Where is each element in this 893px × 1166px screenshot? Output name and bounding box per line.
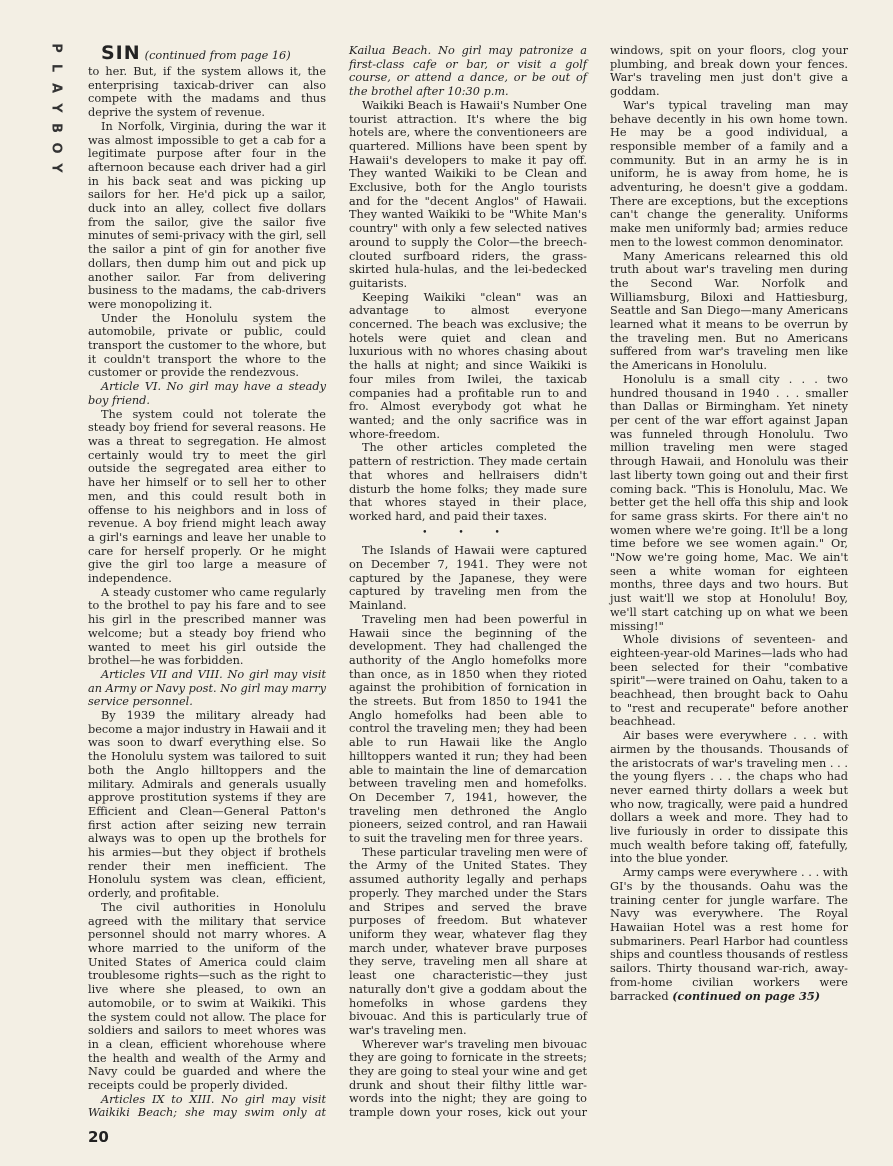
paragraph-text: • • • bbox=[422, 527, 514, 538]
paragraph bbox=[349, 291, 587, 442]
article-rule bbox=[88, 668, 326, 709]
logo-letter: B bbox=[48, 123, 64, 133]
paragraph-text: These particular traveling men were of the Army of the United States. They assumed authority legally and perhaps properly. They marched under the Stars and Stripes and served the brave purposes of freedom. But whatever uniform they wear, whatever flag they march under, whatever brave purposes they serve, traveling men all share at least one characteristic—they just naturally don't give a goddam about the homefolks in whose gardens they bivouac. And this is particularly true of war's traveling men. bbox=[349, 845, 587, 1037]
paragraph-text: Traveling men had been powerful in Hawaii since the beginning of the development. They had challenged the authority of the Anglo homefolks more than once, as in 1850 when they rioted against the prohibition of fornication in the streets. But from 1850 to 1941 the Anglo homefolks had been able to control the traveling men; they had been able to run Hawaii like the Anglo hilltoppers wanted it run; they had been able to maintain the line of demarcation between traveling men and homefolks. On December 7, 1941, however, the traveling men dethroned the Anglo pioneers, seized control, and ran Hawaii to suit the traveling men for three years. bbox=[349, 612, 587, 846]
paragraph-text: War's typical traveling man may behave decently in his own home town. He may be a good individual, a responsible member of a family and a community. But in an army he is in uniform, he is away from home, he is adventuring, he doesn't give a goddam. There are exceptions, but the exceptions can't change the generality. Uniforms make men uniformly bad; armies reduce men to the lowest common denominator. bbox=[610, 98, 848, 249]
paragraph-text: Articles VII and VIII. No girl may visit an Army or Navy post. No girl may marry service personnel. bbox=[88, 667, 326, 709]
paragraph bbox=[88, 312, 326, 381]
paragraph-text: Article VI. No girl may have a steady boy friend. bbox=[88, 380, 326, 407]
logo-letter: L bbox=[48, 63, 64, 73]
paragraph bbox=[88, 120, 326, 312]
paragraph-text: The civil authorities in Honolulu agreed with the military that service personnel should not marry whores. A whore married to the uniform of the United States of America could claim troublesome rights—such as the right to live where she pleased, to own an automobile, or to swim at Waikiki. This the system could not allow. The place for soldiers and sailors to meet whores was in a clean, efficient whorehouse where the health and wealth of the Army and Navy could be guarded and where the receipts could be properly divided. bbox=[88, 900, 326, 1093]
article-title: SIN bbox=[101, 42, 141, 64]
paragraph bbox=[610, 250, 848, 373]
paragraph bbox=[610, 633, 848, 729]
paragraph bbox=[349, 613, 587, 846]
page-number: 20 bbox=[88, 1128, 109, 1146]
paragraph bbox=[349, 544, 587, 613]
paragraph-list bbox=[88, 44, 848, 1124]
logo-letter: Y bbox=[48, 163, 64, 173]
paragraph bbox=[610, 866, 848, 1003]
paragraph bbox=[88, 586, 326, 668]
paragraph-text: Articles IX to XIII. No girl may visit Waikiki Beach; she may swim only at Kailua Beach. No girl may patronize a first-class cafe or bar, or visit a golf course, or attend a dance, or be out of the brothel after 10:30 p.m. bbox=[88, 44, 587, 1120]
paragraph-text: Air bases were everywhere . . . with airmen by the thousands. Thousands of the aristocrats of war's traveling men . . . the young flyers . . . the chaps who had never earned thirty dollars a week but who now, tragically, were paid a hundred dollars a week and more. They had to live furiously in order to dissipate this much wealth before taking off, fatefully, into the blue yonder. bbox=[610, 729, 848, 866]
paragraph bbox=[349, 441, 587, 523]
paragraph-text: The other articles completed the pattern of restriction. They made certain that whores and hellraisers didn't disturb the home folks; they made sure that whores stayed in their place, worked hard, and paid their taxes. bbox=[349, 441, 587, 523]
paragraph-text: In Norfolk, Virginia, during the war it was almost impossible to get a cab for a legitimate purpose after four in the afternoon because each driver had a girl in his back seat and was picking up sailors for her. He'd pick up a sailor, duck into an alley, collect five dollars from the sailor, give the sailor five minutes of semi-privacy with the girl, sell the sailor a pint of gin for another five dollars, then dump him out and pick up another sailor. Far from delivering business to the madams, the cab-drivers were monopolizing it. bbox=[88, 119, 326, 311]
section-separator bbox=[349, 527, 587, 541]
article-body bbox=[88, 44, 848, 1124]
paragraph-text: Whole divisions of seventeen- and eighteen-year-old Marines—lads who had been selected for their "combative spirit"—were trained on Oahu, taken to a beachhead, then brought back to Oahu to "rest and recuperate" before another beachhead. bbox=[610, 633, 848, 729]
logo-letter: Y bbox=[48, 103, 64, 113]
magazine-logo bbox=[48, 42, 64, 174]
article-rule bbox=[88, 380, 326, 407]
paragraph bbox=[610, 99, 848, 250]
paragraph bbox=[610, 373, 848, 633]
paragraph-text: Honolulu is a small city . . . two hundred thousand in 1940 . . . smaller than Dallas or Birmingham. Yet ninety per cent of the war effort against Japan was funneled through Honolulu. Two million traveling men were staged through Hawaii, and Honolulu was their last liberty town going out and their first coming back. "This is Honolulu, Mac. We better get the hell offa this ship and look for same grass skirts. For there ain't no women where we're going. It'll be a long time before we see women again." Or, "Now we're going home, Mac. We ain't seen a white woman for eighteen months, three days and two hours. But just wait'll we stop at Honolulu! Boy, we'll start catching up on what we been missing!" bbox=[610, 372, 848, 633]
logo-letter: A bbox=[48, 82, 64, 94]
paragraph bbox=[349, 846, 587, 1038]
paragraph-text: The system could not tolerate the steady boy friend for several reasons. He was a threat to segregation. He almost certainly would try to meet the girl outside the segregated area either to have her himself or to sell her to other men, and this could result both in offense to his neighbors and in loss of revenue. A boy friend might leach away a girl's earnings and leave her unable to care for herself properly. Or he might give the girl too large a measure of independence. bbox=[88, 407, 326, 586]
paragraph bbox=[88, 709, 326, 901]
paragraph bbox=[349, 99, 587, 291]
paragraph-text: Keeping Waikiki "clean" was an advantage to almost everyone concerned. The beach was exclusive; the hotels were quiet and clean and luxurious with no whores chasing about the halls at night; and since Waikiki is four miles from Iwilei, the taxicab companies had a profitable run to and fro. Almost everybody got what he wanted; and the only sacrifice was in whore-freedom. bbox=[349, 290, 587, 441]
paragraph-text: Many Americans relearned this old truth about war's traveling men during the Second War. Norfolk and Williamsburg, Biloxi and Hattiesburg, Seattle and San Diego—many Americans learned what it means to be overrun by the traveling men. But no Americans suffered from war's traveling men like the Americans in Honolulu. bbox=[610, 249, 848, 373]
paragraph bbox=[610, 729, 848, 866]
paragraph bbox=[88, 901, 326, 1093]
paragraph-text: Under the Honolulu system the automobile, private or public, could transport the customer to the whore, but it couldn't transport the whore to the customer or provide the rendezvous. bbox=[88, 311, 326, 380]
continued-from: (continued from page 16) bbox=[144, 49, 291, 62]
paragraph bbox=[88, 408, 326, 586]
paragraph-text: to her. But, if the system allows it, the enterprising taxicab-driver can also compete with the madams and thus deprive the system of revenue. bbox=[88, 65, 326, 120]
paragraph-text: By 1939 the military already had become a major industry in Hawaii and it was soon to dwarf everything else. So the Honolulu system was tailored to suit both the Anglo hilltoppers and the military. Admirals and generals usually approve prostitution systems if they are Efficient and Clean—General Patton's first action after seizing new terrain always was to open up the brothels for his armies—but they object if brothels render their men inefficient. The Honolulu system was clean, efficient, orderly, and profitable. bbox=[88, 709, 326, 901]
paragraph-text: The Islands of Hawaii were captured on December 7, 1941. They were not captured by the Japanese, they were captured by traveling men from the Mainland. bbox=[349, 544, 587, 613]
article-heading bbox=[88, 44, 326, 65]
paragraph-text: A steady customer who came regularly to the brothel to pay his fare and to see his girl in the prescribed manner was welcome; but a steady boy friend who wanted to meet his girl outside the brothel—he was forbidden. bbox=[88, 585, 326, 668]
paragraph bbox=[88, 65, 326, 120]
continued-on: (continued on page 35) bbox=[672, 988, 821, 1003]
paragraph-text: Army camps were everywhere . . . with GI's by the thousands. Oahu was the training center for jungle warfare. The Navy was everywhere. The Royal Hawaiian Hotel was a rest home for submariners. Pearl Harbor had countless ships and countless thousands of restless sailors. Thirty thousand war-rich, away-from-home civilian workers were barracked bbox=[610, 866, 848, 1003]
paragraph-text: Waikiki Beach is Hawaii's Number One tourist attraction. It's where the big hotels are, where the conventioneers are quartered. Millions have been spent by Hawaii's developers to make it pay off. They wanted Waikiki to be Clean and Exclusive, both for the Anglo tourists and for the "decent Anglos" of Hawaii. They wanted Waikiki to be "White Man's country" with only a few selected natives around to supply the Color—the breech-clouted surfboard riders, the grass-skirted hula-hulas, and the lei-bedecked guitarists. bbox=[349, 98, 587, 290]
logo-letter: O bbox=[48, 142, 64, 154]
logo-letter: P bbox=[48, 43, 64, 53]
paragraph-text: Wherever war's traveling men bivouac they are going to fornicate in the streets; they are going to steal your wine and get drunk and shout their filthy little war-words into the night; they are going to trample down your roses, kick out your windows, spit on your floors, clog your plumbing, and break down your fences. War's traveling men just don't give a goddam. bbox=[349, 44, 848, 1120]
